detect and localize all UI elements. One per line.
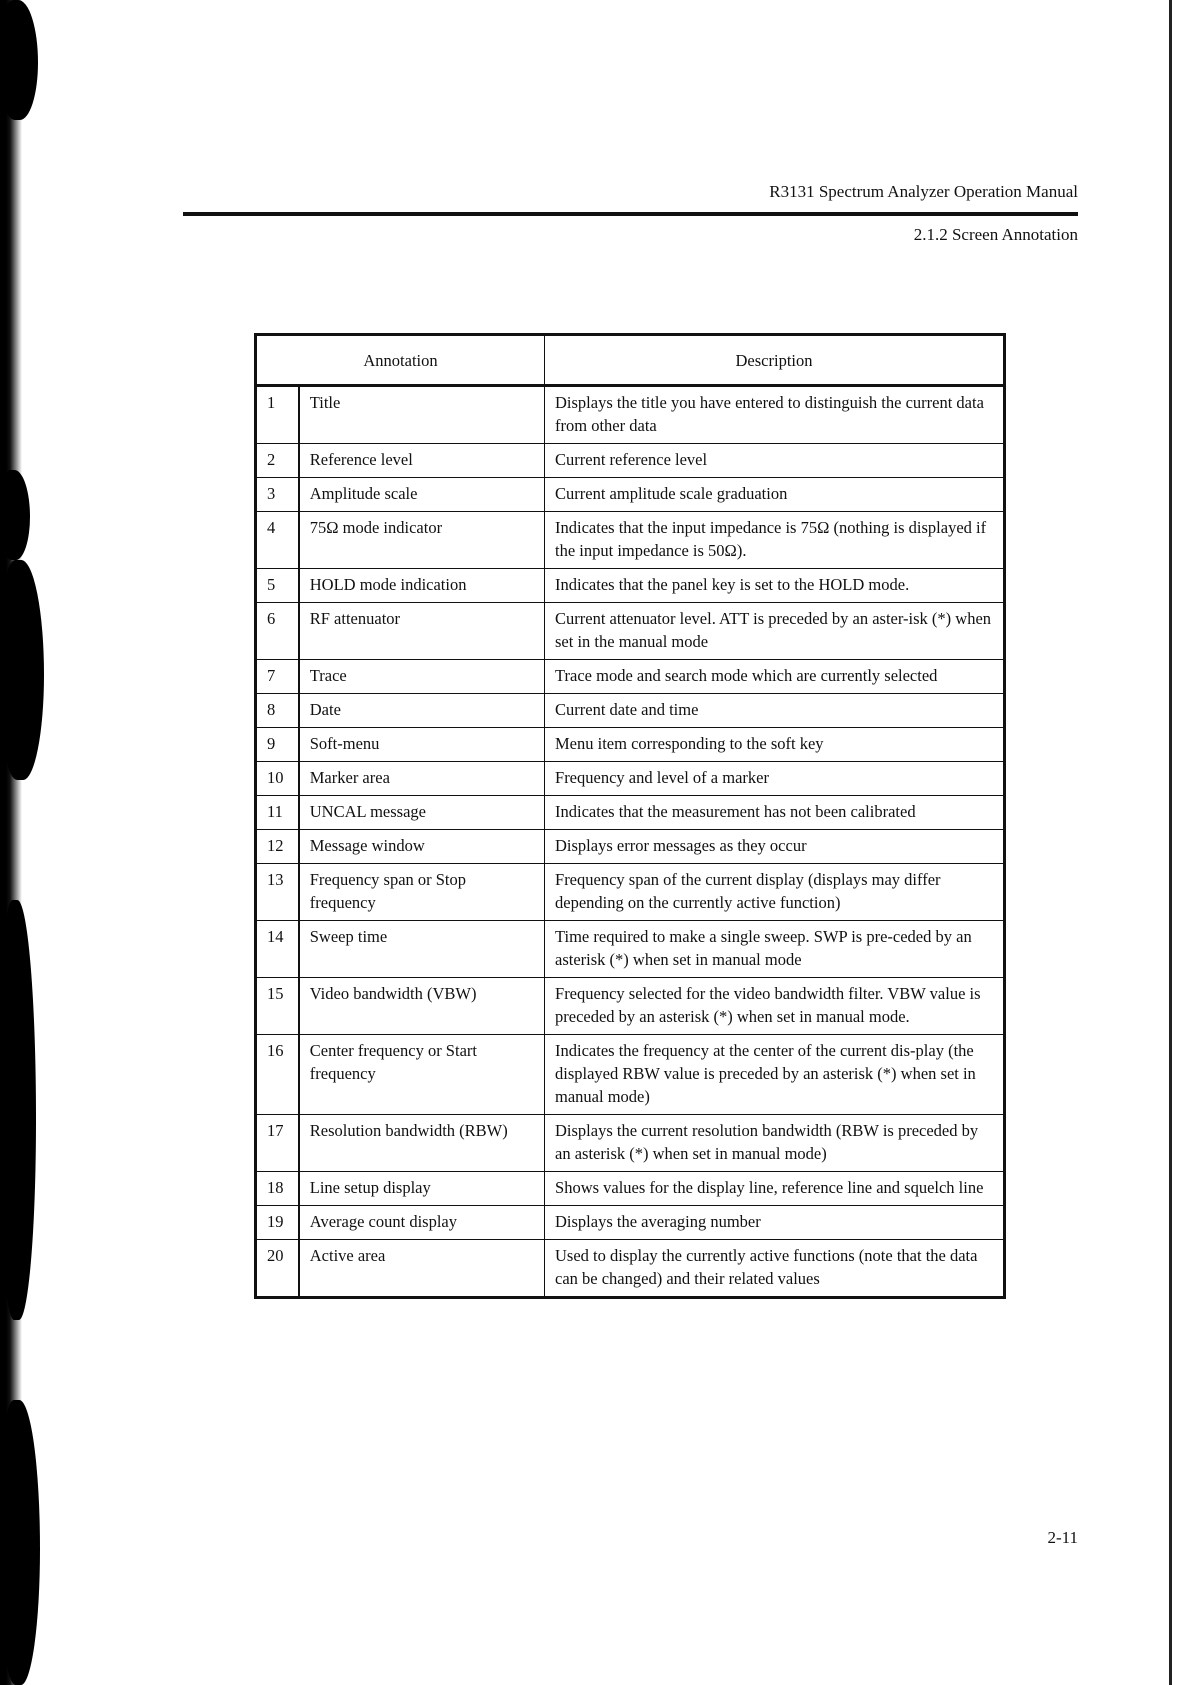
annotation-cell: Trace	[299, 660, 545, 694]
annotation-cell: Marker area	[299, 762, 545, 796]
section-heading: 2.1.2 Screen Annotation	[913, 225, 1078, 244]
row-number: 7	[256, 660, 299, 694]
annotation-cell: HOLD mode indication	[299, 569, 545, 603]
description-cell: Current amplitude scale graduation	[545, 478, 1005, 512]
description-cell: Current date and time	[545, 694, 1005, 728]
row-number: 3	[256, 478, 299, 512]
annotation-cell: Center frequency or Start frequency	[299, 1035, 545, 1115]
row-number: 20	[256, 1240, 299, 1298]
table-row	[256, 728, 1005, 762]
table-row	[256, 1172, 1005, 1206]
manual-title: R3131 Spectrum Analyzer Operation Manual	[769, 182, 1078, 201]
row-number: 11	[256, 796, 299, 830]
row-number: 4	[256, 512, 299, 569]
table-row	[256, 921, 1005, 978]
annotation-cell: Average count display	[299, 1206, 545, 1240]
annotation-cell: Reference level	[299, 444, 545, 478]
table-row	[256, 694, 1005, 728]
row-number: 18	[256, 1172, 299, 1206]
row-number: 1	[256, 386, 299, 444]
table-row	[256, 512, 1005, 569]
header-divider	[183, 212, 1078, 216]
table-row	[256, 762, 1005, 796]
description-cell: Shows values for the display line, reference line and squelch line	[545, 1172, 1005, 1206]
description-cell: Trace mode and search mode which are currently selected	[545, 660, 1005, 694]
row-number: 14	[256, 921, 299, 978]
annotation-cell: Line setup display	[299, 1172, 545, 1206]
table-row	[256, 660, 1005, 694]
annotation-cell: Message window	[299, 830, 545, 864]
description-cell: Time required to make a single sweep. SWP is pre-ceded by an asterisk (*) when set in manual mode	[545, 921, 1005, 978]
annotation-cell: 75Ω mode indicator	[299, 512, 545, 569]
row-number: 12	[256, 830, 299, 864]
annotation-cell: Video bandwidth (VBW)	[299, 978, 545, 1035]
annotation-cell: Resolution bandwidth (RBW)	[299, 1115, 545, 1172]
row-number: 19	[256, 1206, 299, 1240]
table-row	[256, 569, 1005, 603]
table-row	[256, 830, 1005, 864]
description-cell: Displays the averaging number	[545, 1206, 1005, 1240]
table-row	[256, 444, 1005, 478]
binding-shadow	[0, 470, 30, 560]
table-header-row	[256, 335, 1005, 386]
description-cell: Frequency span of the current display (displays may differ depending on the currently active function)	[545, 864, 1005, 921]
row-number: 10	[256, 762, 299, 796]
description-cell: Indicates that the panel key is set to the HOLD mode.	[545, 569, 1005, 603]
row-number: 6	[256, 603, 299, 660]
table-row	[256, 478, 1005, 512]
table-row	[256, 1240, 1005, 1298]
description-cell: Current reference level	[545, 444, 1005, 478]
annotation-cell: Sweep time	[299, 921, 545, 978]
page-edge	[1169, 0, 1172, 1685]
row-number: 8	[256, 694, 299, 728]
description-cell: Displays the title you have entered to distinguish the current data from other data	[545, 386, 1005, 444]
annotation-cell: Amplitude scale	[299, 478, 545, 512]
description-cell: Frequency and level of a marker	[545, 762, 1005, 796]
annotation-table	[254, 333, 1006, 1299]
table-row	[256, 796, 1005, 830]
page-number: 2-11	[1047, 1528, 1078, 1547]
description-cell: Indicates the frequency at the center of the current dis-play (the displayed RBW value is preceded by an asterisk (*) when set in manual mode)	[545, 1035, 1005, 1115]
annotation-cell: RF attenuator	[299, 603, 545, 660]
description-cell: Current attenuator level. ATT is preceded by an aster-isk (*) when set in the manual mode	[545, 603, 1005, 660]
annotation-cell: Active area	[299, 1240, 545, 1298]
description-cell: Used to display the currently active functions (note that the data can be changed) and their related values	[545, 1240, 1005, 1298]
annotation-cell: Soft-menu	[299, 728, 545, 762]
table-row	[256, 386, 1005, 444]
description-cell: Frequency selected for the video bandwidth filter. VBW value is preceded by an asterisk (*) when set in manual mode.	[545, 978, 1005, 1035]
column-header-description: Description	[545, 335, 1005, 386]
binding-shadow	[0, 0, 38, 120]
description-cell: Indicates that the input impedance is 75Ω (nothing is displayed if the input impedance is 50Ω).	[545, 512, 1005, 569]
description-cell: Indicates that the measurement has not been calibrated	[545, 796, 1005, 830]
column-header-annotation: Annotation	[256, 335, 545, 386]
table-row	[256, 864, 1005, 921]
table-row	[256, 978, 1005, 1035]
row-number: 16	[256, 1035, 299, 1115]
annotation-cell: Date	[299, 694, 545, 728]
row-number: 17	[256, 1115, 299, 1172]
description-cell: Displays error messages as they occur	[545, 830, 1005, 864]
table-row	[256, 1115, 1005, 1172]
row-number: 5	[256, 569, 299, 603]
row-number: 2	[256, 444, 299, 478]
description-cell: Displays the current resolution bandwidth (RBW is preceded by an asterisk (*) when set in manual mode)	[545, 1115, 1005, 1172]
table-row	[256, 603, 1005, 660]
table-row	[256, 1035, 1005, 1115]
table-row	[256, 1206, 1005, 1240]
annotation-cell: UNCAL message	[299, 796, 545, 830]
annotation-cell: Frequency span or Stop frequency	[299, 864, 545, 921]
row-number: 15	[256, 978, 299, 1035]
annotation-cell: Title	[299, 386, 545, 444]
row-number: 13	[256, 864, 299, 921]
description-cell: Menu item corresponding to the soft key	[545, 728, 1005, 762]
row-number: 9	[256, 728, 299, 762]
